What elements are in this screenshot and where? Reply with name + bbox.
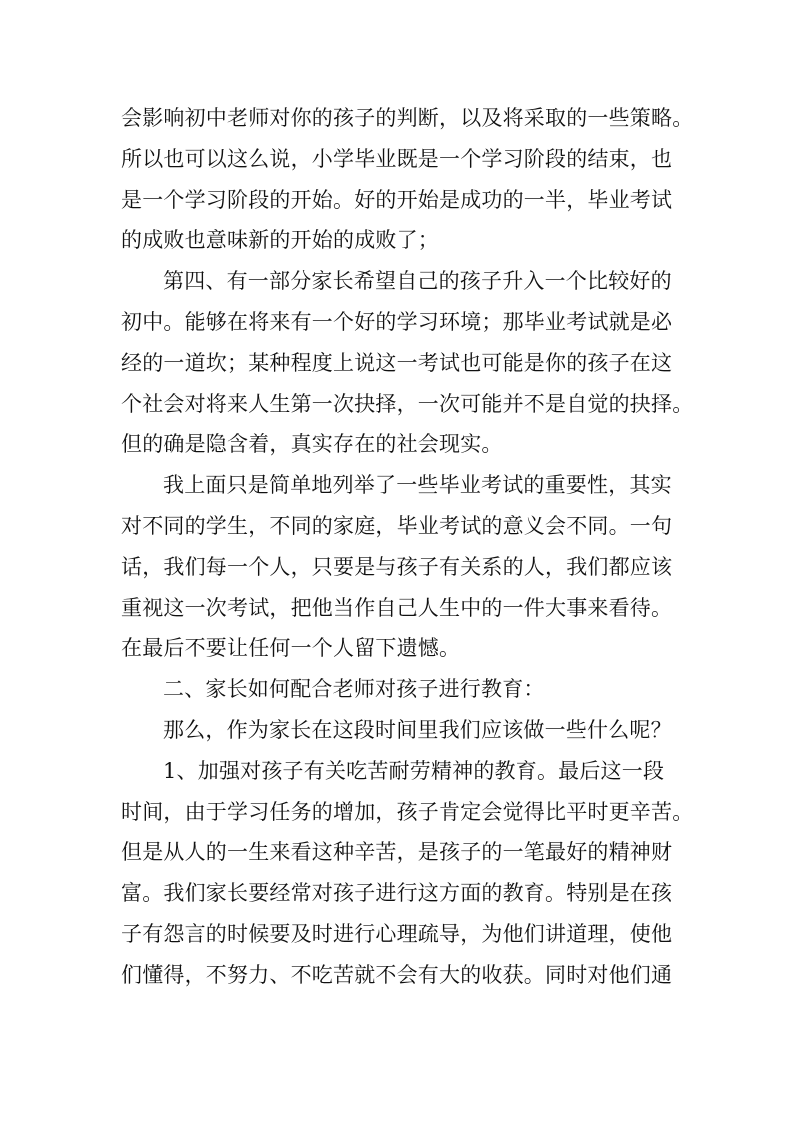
section-heading: 二、家长如何配合老师对孩子进行教育： — [163, 677, 545, 702]
document-body — [121, 98, 694, 996]
text-line: 重视这一次考试，把他当作自己人生中的一件大事来看待。 — [121, 595, 673, 620]
text-line: 对不同的学生，不同的家庭，毕业考试的意义会不同。一句 — [121, 513, 673, 538]
text-line: 1、加强对孩子有关吃苦耐劳精神的教育。最后这一段 — [163, 758, 665, 783]
text-line: 子有怨言的时候要及时进行心理疏导，为他们讲道理，使他 — [121, 921, 673, 946]
text-line: 们懂得，不努力、不吃苦就不会有大的收获。同时对他们通 — [121, 962, 673, 987]
text-line: 个社会对将来人生第一次抉择，一次可能并不是自觉的抉择。 — [121, 391, 694, 416]
text-line: 是一个学习阶段的开始。好的开始是成功的一半，毕业考试 — [121, 187, 673, 212]
text-line: 的成败也意味新的开始的成败了； — [121, 228, 439, 253]
text-line: 时间，由于学习任务的增加，孩子肯定会觉得比平时更辛苦。 — [121, 799, 694, 824]
text-line: 富。我们家长要经常对孩子进行这方面的教育。特别是在孩 — [121, 881, 673, 906]
text-line: 初中。能够在将来有一个好的学习环境；那毕业考试就是必 — [121, 309, 673, 334]
text-line: 我上面只是简单地列举了一些毕业考试的重要性，其实 — [163, 473, 672, 498]
text-line: 但的确是隐含着，真实存在的社会现实。 — [121, 432, 503, 457]
text-line: 第四、有一部分家长希望自己的孩子升入一个比较好的 — [163, 269, 672, 294]
text-line: 但是从人的一生来看这种辛苦，是孩子的一笔最好的精神财 — [121, 840, 673, 865]
text-line: 话，我们每一个人，只要是与孩子有关系的人，我们都应该 — [121, 554, 673, 579]
text-line: 那么，作为家长在这段时间里我们应该做一些什么呢？ — [163, 717, 672, 742]
text-line: 经的一道坎；某种程度上说这一考试也可能是你的孩子在这 — [121, 350, 673, 375]
text-line: 所以也可以这么说，小学毕业既是一个学习阶段的结束，也 — [121, 146, 673, 171]
text-line: 在最后不要让任何一个人留下遗憾。 — [121, 636, 461, 661]
text-line: 会影响初中老师对你的孩子的判断，以及将采取的一些策略。 — [121, 106, 694, 130]
